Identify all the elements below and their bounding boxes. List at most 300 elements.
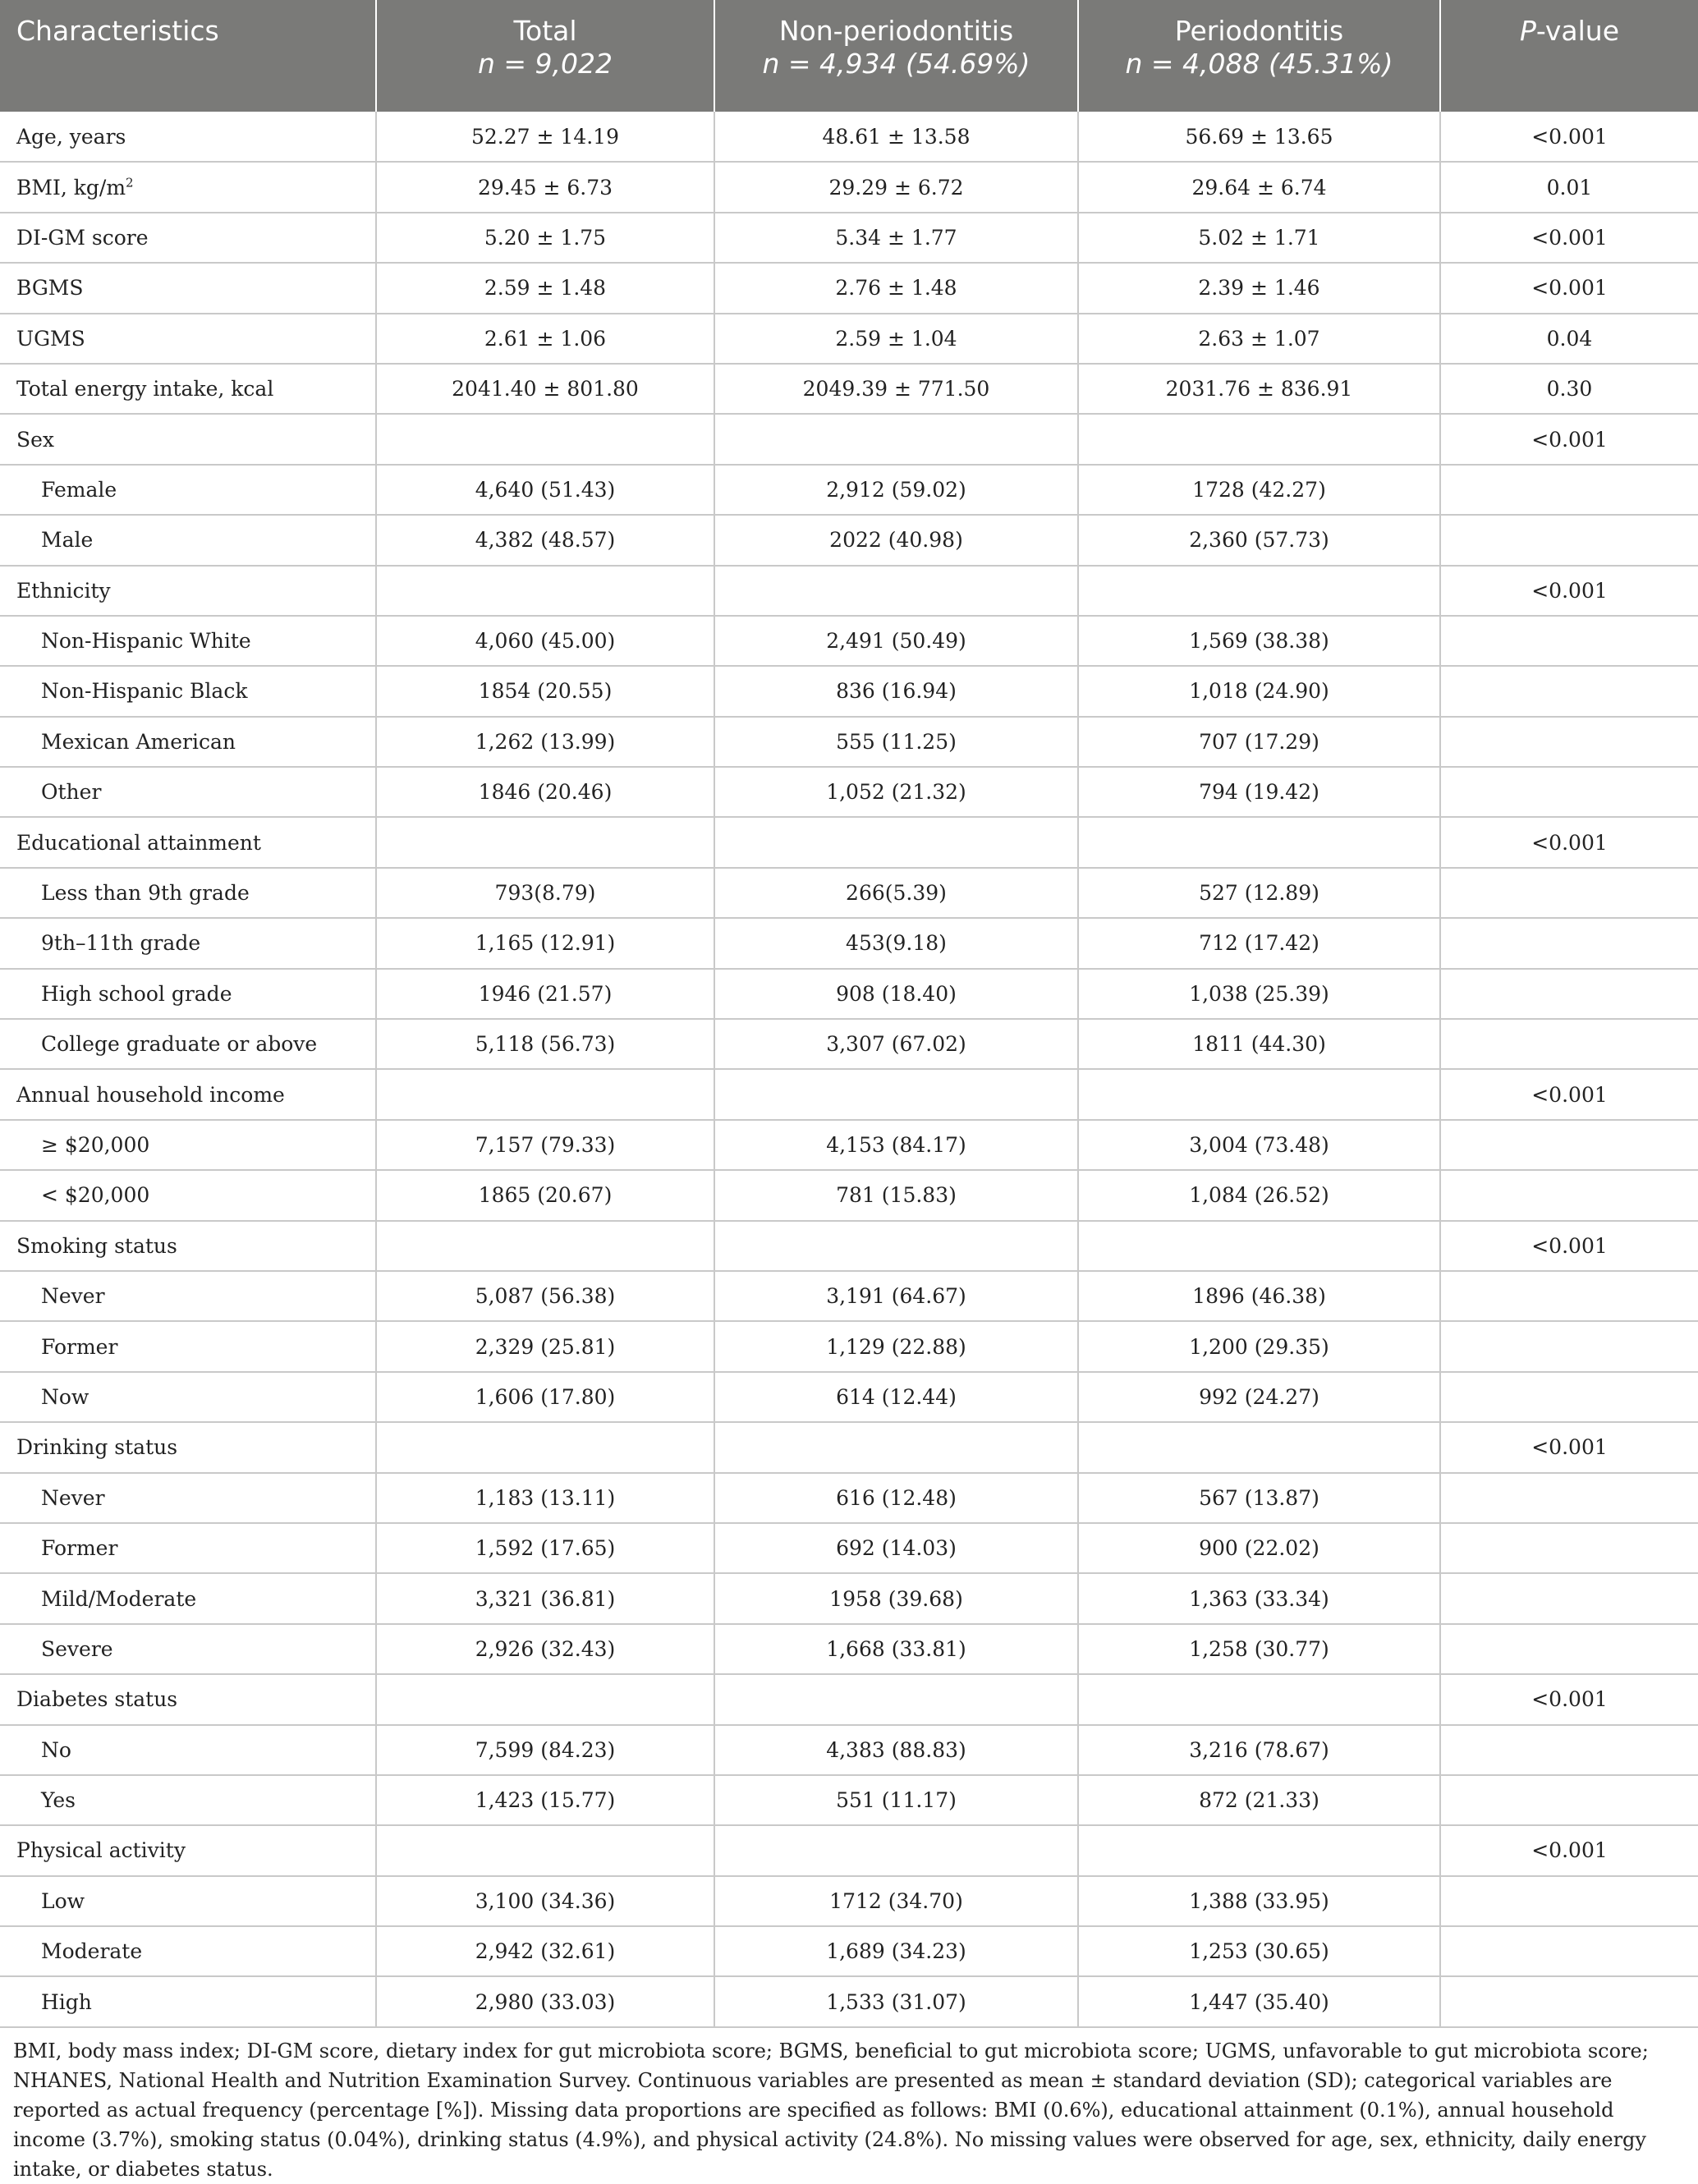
non-periodontitis-cell-text: 836 (16.94): [836, 679, 957, 704]
p-value-cell-text: <0.001: [1531, 225, 1608, 250]
total-cell-text: 1,262 (13.99): [475, 729, 616, 754]
total-cell: [376, 1976, 714, 2026]
periodontitis-cell-text: 1,447 (35.40): [1189, 1989, 1329, 2014]
total-cell: [376, 1321, 714, 1371]
periodontitis-cell: [1078, 1221, 1440, 1271]
row-label-text: < $20,000: [41, 1183, 150, 1208]
row-label: [0, 1221, 376, 1271]
periodontitis-cell-text: 794 (19.42): [1199, 780, 1319, 805]
total-cell: [376, 969, 714, 1019]
total-cell: [376, 817, 714, 867]
table-row: [0, 314, 1698, 364]
non-periodontitis-cell-text: 692 (14.03): [836, 1536, 957, 1561]
non-periodontitis-cell: [714, 1271, 1078, 1321]
p-value-cell: [1440, 1321, 1698, 1371]
p-value-cell: [1440, 1372, 1698, 1422]
total-cell-text: 4,640 (51.43): [475, 477, 616, 502]
periodontitis-cell-text: 1,253 (30.65): [1189, 1939, 1329, 1964]
periodontitis-cell: [1078, 1725, 1440, 1775]
row-label: [0, 868, 376, 918]
periodontitis-cell: [1078, 717, 1440, 767]
row-label: [0, 918, 376, 968]
non-periodontitis-cell: [714, 1523, 1078, 1573]
total-cell: [376, 112, 714, 162]
table-row: [0, 263, 1698, 313]
non-periodontitis-cell: [714, 1876, 1078, 1926]
row-label: [0, 1775, 376, 1825]
row-label-text: Smoking status: [16, 1233, 177, 1258]
row-label-text: Low: [41, 1888, 85, 1913]
p-value-cell: [1440, 1825, 1698, 1875]
non-periodontitis-cell-text: 1712 (34.70): [829, 1888, 963, 1913]
table-row: [0, 918, 1698, 968]
row-label-text: Non-Hispanic White: [41, 629, 251, 654]
table-row: [0, 1775, 1698, 1825]
row-label: [0, 1321, 376, 1371]
table-row: [0, 213, 1698, 263]
row-label: [0, 1170, 376, 1220]
total-cell: [376, 1372, 714, 1422]
periodontitis-cell-text: 1,569 (38.38): [1189, 629, 1329, 654]
row-label-text: Mild/Moderate: [41, 1586, 197, 1611]
table-row: [0, 817, 1698, 867]
non-periodontitis-cell: [714, 1775, 1078, 1825]
non-periodontitis-cell-text: 1,052 (21.32): [826, 780, 966, 805]
p-value-cell: [1440, 1019, 1698, 1069]
header-periodontitis: [1078, 0, 1440, 112]
non-periodontitis-cell-text: 1,668 (33.81): [826, 1636, 966, 1661]
row-label-text: Educational attainment: [16, 830, 261, 855]
row-label-text: Physical activity: [16, 1838, 186, 1863]
periodontitis-cell: [1078, 364, 1440, 414]
periodontitis-cell-text: 3,216 (78.67): [1189, 1737, 1329, 1762]
p-value-cell: [1440, 717, 1698, 767]
periodontitis-cell-text: 29.64 ± 6.74: [1191, 175, 1327, 200]
periodontitis-cell: [1078, 918, 1440, 968]
periodontitis-cell: [1078, 1825, 1440, 1875]
table-row: [0, 616, 1698, 666]
table-row: [0, 1573, 1698, 1623]
periodontitis-cell: [1078, 767, 1440, 817]
non-periodontitis-cell: [714, 314, 1078, 364]
total-cell-text: 2,926 (32.43): [475, 1636, 616, 1661]
p-value-cell-text: <0.001: [1531, 427, 1608, 452]
periodontitis-cell: [1078, 1321, 1440, 1371]
row-label: [0, 314, 376, 364]
periodontitis-cell-text: 1,084 (26.52): [1189, 1183, 1329, 1208]
periodontitis-cell-text: 2,360 (57.73): [1189, 528, 1329, 553]
row-label-text: Never: [41, 1284, 105, 1309]
p-value-cell: [1440, 1775, 1698, 1825]
p-value-cell: [1440, 162, 1698, 212]
row-label-superscript: 2: [126, 175, 134, 190]
table-row: [0, 969, 1698, 1019]
non-periodontitis-cell-text: 1,129 (22.88): [826, 1334, 966, 1359]
p-value-cell-text: <0.001: [1531, 1838, 1608, 1863]
row-label-text: Annual household income: [16, 1082, 285, 1107]
row-label: [0, 414, 376, 464]
p-value-cell: [1440, 918, 1698, 968]
total-cell: [376, 566, 714, 616]
non-periodontitis-cell: [714, 918, 1078, 968]
p-value-cell-text: <0.001: [1531, 1435, 1608, 1460]
non-periodontitis-cell: [714, 1321, 1078, 1371]
total-cell: [376, 666, 714, 716]
periodontitis-cell: [1078, 1876, 1440, 1926]
periodontitis-cell: [1078, 817, 1440, 867]
p-value-cell: [1440, 1674, 1698, 1724]
periodontitis-cell-text: 1,258 (30.77): [1189, 1636, 1329, 1661]
row-label: [0, 1372, 376, 1422]
total-cell: [376, 1926, 714, 1976]
p-value-cell-text: 0.30: [1546, 377, 1593, 401]
periodontitis-cell: [1078, 1926, 1440, 1976]
periodontitis-cell: [1078, 1473, 1440, 1523]
p-value-cell: [1440, 1271, 1698, 1321]
total-cell: [376, 1725, 714, 1775]
non-periodontitis-cell-text: 2,491 (50.49): [826, 629, 966, 654]
p-value-cell: [1440, 1926, 1698, 1976]
non-periodontitis-cell: [714, 1221, 1078, 1271]
table-row: [0, 868, 1698, 918]
non-periodontitis-cell: [714, 1019, 1078, 1069]
total-cell-text: 2.59 ± 1.48: [484, 276, 607, 301]
total-cell-text: 793(8.79): [494, 881, 596, 906]
row-label: [0, 1573, 376, 1623]
non-periodontitis-cell: [714, 1725, 1078, 1775]
row-label-text: BMI, kg/m: [16, 175, 126, 200]
row-label-text: BGMS: [16, 276, 84, 301]
periodontitis-cell-text: 872 (21.33): [1199, 1788, 1319, 1813]
p-value-cell: [1440, 263, 1698, 313]
table-row: [0, 1674, 1698, 1724]
non-periodontitis-cell: [714, 515, 1078, 565]
total-cell-text: 1,592 (17.65): [475, 1536, 616, 1561]
row-label-text: Diabetes status: [16, 1687, 178, 1712]
total-cell-text: 1946 (21.57): [478, 981, 613, 1006]
non-periodontitis-cell-text: 908 (18.40): [836, 981, 957, 1006]
p-value-cell: [1440, 1976, 1698, 2026]
periodontitis-cell: [1078, 1019, 1440, 1069]
non-periodontitis-cell: [714, 817, 1078, 867]
non-periodontitis-cell-text: 1,689 (34.23): [826, 1939, 966, 1964]
periodontitis-cell-text: 56.69 ± 13.65: [1185, 124, 1333, 149]
p-value-cell: [1440, 414, 1698, 464]
non-periodontitis-cell: [714, 465, 1078, 515]
non-periodontitis-cell: [714, 616, 1078, 666]
non-periodontitis-cell: [714, 112, 1078, 162]
row-label-text: Severe: [41, 1636, 113, 1661]
p-value-cell: [1440, 1523, 1698, 1573]
p-value-cell-text: <0.001: [1531, 830, 1608, 855]
row-label-text: Female: [41, 477, 117, 502]
row-label-text: Yes: [41, 1788, 76, 1813]
row-label: [0, 1473, 376, 1523]
header-total-n: n = 9,022: [477, 48, 613, 80]
non-periodontitis-cell: [714, 1473, 1078, 1523]
header-nonperiodontitis-label: Non-periodontitis: [778, 15, 1014, 47]
row-label: [0, 969, 376, 1019]
periodontitis-cell-text: 707 (17.29): [1199, 729, 1319, 754]
non-periodontitis-cell-text: 29.29 ± 6.72: [828, 175, 964, 200]
row-label-text: High: [41, 1989, 92, 2014]
p-value-cell-text: 0.04: [1546, 326, 1593, 351]
periodontitis-cell-text: 2031.76 ± 836.91: [1165, 377, 1353, 401]
periodontitis-cell: [1078, 314, 1440, 364]
periodontitis-cell: [1078, 1976, 1440, 2026]
non-periodontitis-cell: [714, 1674, 1078, 1724]
table-row: [0, 1271, 1698, 1321]
periodontitis-cell-text: 1728 (42.27): [1192, 477, 1326, 502]
total-cell: [376, 1473, 714, 1523]
non-periodontitis-cell-text: 2049.39 ± 771.50: [802, 377, 990, 401]
header-p-value-rest: -value: [1535, 15, 1620, 47]
p-value-cell-text: <0.001: [1531, 124, 1608, 149]
row-label: [0, 162, 376, 212]
non-periodontitis-cell-text: 4,383 (88.83): [826, 1737, 966, 1762]
periodontitis-cell: [1078, 1120, 1440, 1170]
non-periodontitis-cell-text: 2.76 ± 1.48: [835, 276, 957, 301]
non-periodontitis-cell-text: 781 (15.83): [836, 1183, 957, 1208]
table-row: [0, 1825, 1698, 1875]
total-cell: [376, 1624, 714, 1674]
p-value-cell: [1440, 1725, 1698, 1775]
p-value-cell: [1440, 616, 1698, 666]
total-cell-text: 4,060 (45.00): [475, 629, 616, 654]
table-row: [0, 1926, 1698, 1976]
total-cell: [376, 1221, 714, 1271]
total-cell: [376, 465, 714, 515]
periodontitis-cell-text: 1,038 (25.39): [1189, 981, 1329, 1006]
non-periodontitis-cell-text: 48.61 ± 13.58: [822, 124, 971, 149]
row-label-text: 9th–11th grade: [41, 931, 201, 956]
p-value-cell-text: <0.001: [1531, 1233, 1608, 1258]
p-value-cell-text: <0.001: [1531, 578, 1608, 603]
non-periodontitis-cell: [714, 364, 1078, 414]
row-label-text: College graduate or above: [41, 1032, 318, 1057]
header-p-value: [1440, 0, 1698, 112]
header-characteristics-label: Characteristics: [16, 15, 219, 47]
p-value-cell: [1440, 1170, 1698, 1220]
non-periodontitis-cell: [714, 1825, 1078, 1875]
table-row: [0, 465, 1698, 515]
non-periodontitis-cell: [714, 969, 1078, 1019]
non-periodontitis-cell: [714, 1069, 1078, 1119]
total-cell: [376, 1271, 714, 1321]
total-cell: [376, 616, 714, 666]
row-label: [0, 1825, 376, 1875]
non-periodontitis-cell-text: 2022 (40.98): [829, 528, 963, 553]
row-label: [0, 1069, 376, 1119]
periodontitis-cell: [1078, 1674, 1440, 1724]
p-value-cell: [1440, 314, 1698, 364]
table-header-row: [0, 0, 1698, 112]
row-label: [0, 364, 376, 414]
total-cell: [376, 1422, 714, 1472]
table-row: [0, 1372, 1698, 1422]
total-cell-text: 7,599 (84.23): [475, 1737, 616, 1762]
row-label: [0, 1674, 376, 1724]
table-row: [0, 1473, 1698, 1523]
table-footnote: BMI, body mass index; DI-GM score, dietary index for gut microbiota score; BGMS, beneficial to gut microbiota score; UGMS, unfavorable to gut microbiota score; NHANES, National Health and Nutrition Examination Survey. Continuous variables are presented as mean ± standard deviation (SD); categorical variables are reported as actual frequency (percentage [%]). Missing data proportions are specified as follows: BMI (0.6%), educational attainment (0.1%), annual household income (3.7%), smoking status (0.04%), drinking status (4.9%), and physical activity (24.8%). No missing values were observed for age, sex, ethnicity, daily energy intake, or diabetes status.: [13, 2039, 1649, 2181]
total-cell-text: 1,183 (13.11): [475, 1485, 616, 1510]
row-label: [0, 1120, 376, 1170]
total-cell-text: 3,321 (36.81): [475, 1586, 616, 1611]
table-row: [0, 1725, 1698, 1775]
total-cell: [376, 868, 714, 918]
p-value-cell: [1440, 1573, 1698, 1623]
table-row: [0, 1523, 1698, 1573]
periodontitis-cell: [1078, 868, 1440, 918]
periodontitis-cell: [1078, 1775, 1440, 1825]
header-nonperiodontitis: [714, 0, 1078, 112]
header-nonperiodontitis-n: n = 4,934 (54.69%): [762, 48, 1030, 80]
non-periodontitis-cell-text: 2,912 (59.02): [826, 477, 966, 502]
p-value-cell: [1440, 767, 1698, 817]
non-periodontitis-cell-text: 1,533 (31.07): [826, 1989, 966, 2014]
p-value-cell: [1440, 1069, 1698, 1119]
non-periodontitis-cell: [714, 213, 1078, 263]
row-label: [0, 1523, 376, 1573]
total-cell: [376, 414, 714, 464]
row-label: [0, 1271, 376, 1321]
table-row: [0, 515, 1698, 565]
periodontitis-cell: [1078, 566, 1440, 616]
row-label: [0, 767, 376, 817]
table-row: [0, 566, 1698, 616]
periodontitis-cell-text: 527 (12.89): [1199, 881, 1319, 906]
row-label: [0, 1976, 376, 2026]
total-cell-text: 29.45 ± 6.73: [477, 175, 613, 200]
non-periodontitis-cell: [714, 717, 1078, 767]
total-cell: [376, 717, 714, 767]
total-cell: [376, 364, 714, 414]
periodontitis-cell-text: 1,388 (33.95): [1189, 1888, 1329, 1913]
p-value-cell: [1440, 1120, 1698, 1170]
periodontitis-cell: [1078, 1523, 1440, 1573]
total-cell: [376, 1019, 714, 1069]
periodontitis-cell: [1078, 1573, 1440, 1623]
non-periodontitis-cell-text: 1958 (39.68): [829, 1586, 963, 1611]
p-value-cell: [1440, 868, 1698, 918]
total-cell: [376, 1120, 714, 1170]
table-row: [0, 1422, 1698, 1472]
non-periodontitis-cell-text: 614 (12.44): [836, 1384, 957, 1409]
row-label: [0, 1926, 376, 1976]
total-cell: [376, 1825, 714, 1875]
non-periodontitis-cell-text: 266(5.39): [846, 881, 947, 906]
p-value-cell: [1440, 566, 1698, 616]
non-periodontitis-cell-text: 616 (12.48): [836, 1485, 957, 1510]
row-label-text: Ethnicity: [16, 578, 111, 603]
total-cell: [376, 314, 714, 364]
periodontitis-cell: [1078, 263, 1440, 313]
header-total-label: Total: [513, 15, 577, 47]
row-label-text: Other: [41, 780, 102, 805]
row-label-text: Drinking status: [16, 1435, 178, 1460]
non-periodontitis-cell: [714, 263, 1078, 313]
p-value-cell: [1440, 969, 1698, 1019]
periodontitis-cell-text: 3,004 (73.48): [1189, 1133, 1329, 1157]
row-label: [0, 213, 376, 263]
p-value-cell: [1440, 465, 1698, 515]
non-periodontitis-cell: [714, 566, 1078, 616]
non-periodontitis-cell-text: 3,191 (64.67): [826, 1284, 966, 1309]
non-periodontitis-cell: [714, 1372, 1078, 1422]
total-cell: [376, 515, 714, 565]
total-cell-text: 2.61 ± 1.06: [484, 326, 607, 351]
row-label-text: Total energy intake, kcal: [16, 377, 274, 401]
periodontitis-cell: [1078, 1624, 1440, 1674]
header-p-value-italic: P: [1519, 15, 1536, 47]
table-row: [0, 1120, 1698, 1170]
row-label-text: UGMS: [16, 326, 85, 351]
row-label: [0, 112, 376, 162]
total-cell: [376, 1674, 714, 1724]
table-body: [0, 112, 1698, 2027]
p-value-cell: [1440, 666, 1698, 716]
total-cell: [376, 162, 714, 212]
table-row: [0, 162, 1698, 212]
p-value-cell: [1440, 1422, 1698, 1472]
table-row: [0, 1170, 1698, 1220]
periodontitis-cell: [1078, 515, 1440, 565]
total-cell-text: 2,329 (25.81): [475, 1334, 616, 1359]
non-periodontitis-cell: [714, 162, 1078, 212]
periodontitis-cell: [1078, 1069, 1440, 1119]
total-cell-text: 5,087 (56.38): [475, 1284, 616, 1309]
periodontitis-cell-text: 712 (17.42): [1199, 931, 1319, 956]
total-cell: [376, 1523, 714, 1573]
total-cell-text: 2,980 (33.03): [475, 1989, 616, 2014]
row-label-text: Now: [41, 1384, 89, 1409]
p-value-cell-text: <0.001: [1531, 1082, 1608, 1107]
periodontitis-cell: [1078, 1271, 1440, 1321]
total-cell: [376, 918, 714, 968]
periodontitis-cell-text: 1896 (46.38): [1192, 1284, 1326, 1309]
p-value-cell: [1440, 364, 1698, 414]
row-label: [0, 515, 376, 565]
row-label: [0, 566, 376, 616]
header-periodontitis-n: n = 4,088 (45.31%): [1125, 48, 1393, 80]
header-periodontitis-label: Periodontitis: [1174, 15, 1344, 47]
row-label: [0, 263, 376, 313]
total-cell-text: 1865 (20.67): [478, 1183, 613, 1208]
table-row: [0, 414, 1698, 464]
periodontitis-cell-text: 2.63 ± 1.07: [1198, 326, 1320, 351]
p-value-cell-text: 0.01: [1546, 175, 1593, 200]
total-cell-text: 1846 (20.46): [478, 780, 613, 805]
row-label: [0, 1624, 376, 1674]
periodontitis-cell-text: 1,200 (29.35): [1189, 1334, 1329, 1359]
periodontitis-cell: [1078, 465, 1440, 515]
periodontitis-cell: [1078, 112, 1440, 162]
non-periodontitis-cell: [714, 1120, 1078, 1170]
table-row: [0, 1321, 1698, 1371]
p-value-cell: [1440, 213, 1698, 263]
non-periodontitis-cell: [714, 414, 1078, 464]
p-value-cell: [1440, 1221, 1698, 1271]
periodontitis-cell: [1078, 213, 1440, 263]
non-periodontitis-cell-text: 5.34 ± 1.77: [835, 225, 957, 250]
periodontitis-cell-text: 2.39 ± 1.46: [1198, 276, 1320, 301]
non-periodontitis-cell: [714, 767, 1078, 817]
total-cell: [376, 1170, 714, 1220]
non-periodontitis-cell-text: 555 (11.25): [836, 729, 957, 754]
non-periodontitis-cell: [714, 666, 1078, 716]
header-characteristics: [0, 0, 376, 112]
non-periodontitis-cell: [714, 1422, 1078, 1472]
